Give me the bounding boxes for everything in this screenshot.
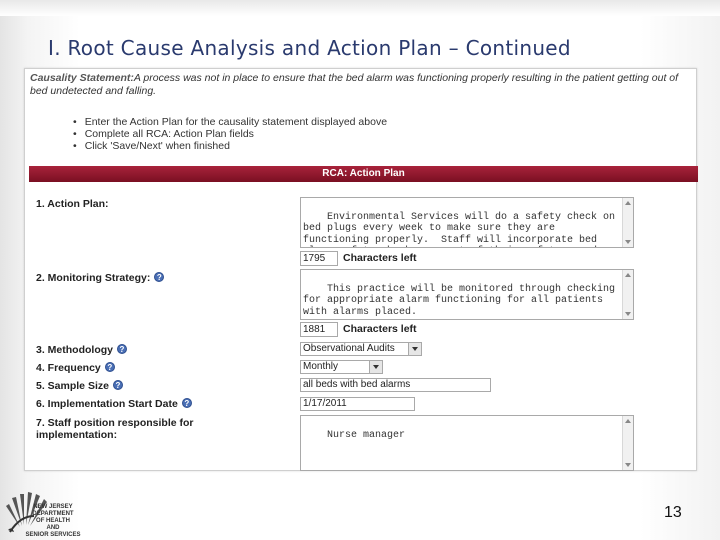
methodology-value: Observational Audits xyxy=(303,343,395,354)
logo-line: NEW JERSEY xyxy=(33,504,73,510)
chevron-down-icon[interactable] xyxy=(369,361,382,373)
rca-form-panel xyxy=(24,68,697,471)
frequency-select[interactable] xyxy=(300,360,383,374)
action-plan-scrollbar[interactable] xyxy=(622,198,633,247)
start-date-label-text: 6. Implementation Start Date xyxy=(36,398,178,410)
slide-title: I. Root Cause Analysis and Action Plan – Continued xyxy=(48,36,571,60)
instructions-list xyxy=(73,116,387,152)
sample-size-label-text: 5. Sample Size xyxy=(36,380,109,392)
sample-size-input[interactable]: all beds with bed alarms xyxy=(300,378,491,392)
responsible-scrollbar[interactable] xyxy=(622,416,633,470)
action-plan-char-count: 1795 xyxy=(300,251,338,266)
monitoring-strategy-scrollbar[interactable] xyxy=(622,270,633,319)
page-number: 13 xyxy=(664,504,682,521)
logo-line: OF HEALTH xyxy=(36,518,70,524)
chevron-down-icon[interactable] xyxy=(408,343,421,355)
section-header-action-plan: RCA: Action Plan xyxy=(29,166,698,182)
monitoring-strategy-textarea[interactable] xyxy=(300,269,634,320)
start-date-input[interactable]: 1/17/2011 xyxy=(300,397,415,411)
help-icon[interactable]: ? xyxy=(105,362,115,372)
logo-line: AND xyxy=(46,525,60,531)
instruction-item: • Click 'Save/Next' when finished xyxy=(73,140,387,152)
monitoring-strategy-label-text: 2. Monitoring Strategy: xyxy=(36,272,151,284)
logo-line: DEPARTMENT xyxy=(32,511,74,517)
responsible-textarea[interactable] xyxy=(300,415,634,471)
instruction-item: • Complete all RCA: Action Plan fields xyxy=(73,128,387,140)
logo-text xyxy=(22,504,84,539)
causality-label: Causality Statement: xyxy=(30,72,134,84)
frequency-label xyxy=(36,362,115,374)
action-plan-chars-left-label: Characters left xyxy=(343,252,417,264)
monitoring-strategy-text: This practice will be monitored through checking for appropriate alarm functioning for all patients with alarms placed. xyxy=(303,283,622,318)
methodology-label-text: 3. Methodology xyxy=(36,344,113,356)
monitoring-char-count: 1881 xyxy=(300,322,338,337)
logo-line: SENIOR SERVICES xyxy=(25,532,81,538)
action-plan-text: Environmental Services will do a safety check on bed plugs every week to make sure they are functioning properly. Staff will incorporate bed xyxy=(303,211,616,246)
slide-top-band xyxy=(0,0,720,16)
responsible-text: Nurse manager xyxy=(327,429,406,441)
frequency-label-text: 4. Frequency xyxy=(36,362,101,374)
help-icon[interactable]: ? xyxy=(117,344,127,354)
instruction-item: • Enter the Action Plan for the causality statement displayed above xyxy=(73,116,387,128)
monitoring-strategy-label xyxy=(36,272,164,284)
help-icon[interactable]: ? xyxy=(154,272,164,282)
frequency-value: Monthly xyxy=(303,361,339,372)
help-icon[interactable]: ? xyxy=(182,398,192,408)
monitoring-chars-left-label: Characters left xyxy=(343,323,417,335)
start-date-label xyxy=(36,398,192,410)
methodology-label xyxy=(36,344,127,356)
causality-text: A process was not in place to ensure that the bed alarm was functioning properly resulting in the patient getting out of bed undetected and falling. xyxy=(30,72,679,97)
methodology-select[interactable] xyxy=(300,342,422,356)
causality-statement xyxy=(30,72,690,98)
sample-size-label xyxy=(36,380,123,392)
action-plan-label: 1. Action Plan: xyxy=(36,198,109,210)
help-icon[interactable]: ? xyxy=(113,380,123,390)
responsible-label: 7. Staff position responsible for implementation: xyxy=(36,417,194,441)
action-plan-textarea[interactable] xyxy=(300,197,634,248)
